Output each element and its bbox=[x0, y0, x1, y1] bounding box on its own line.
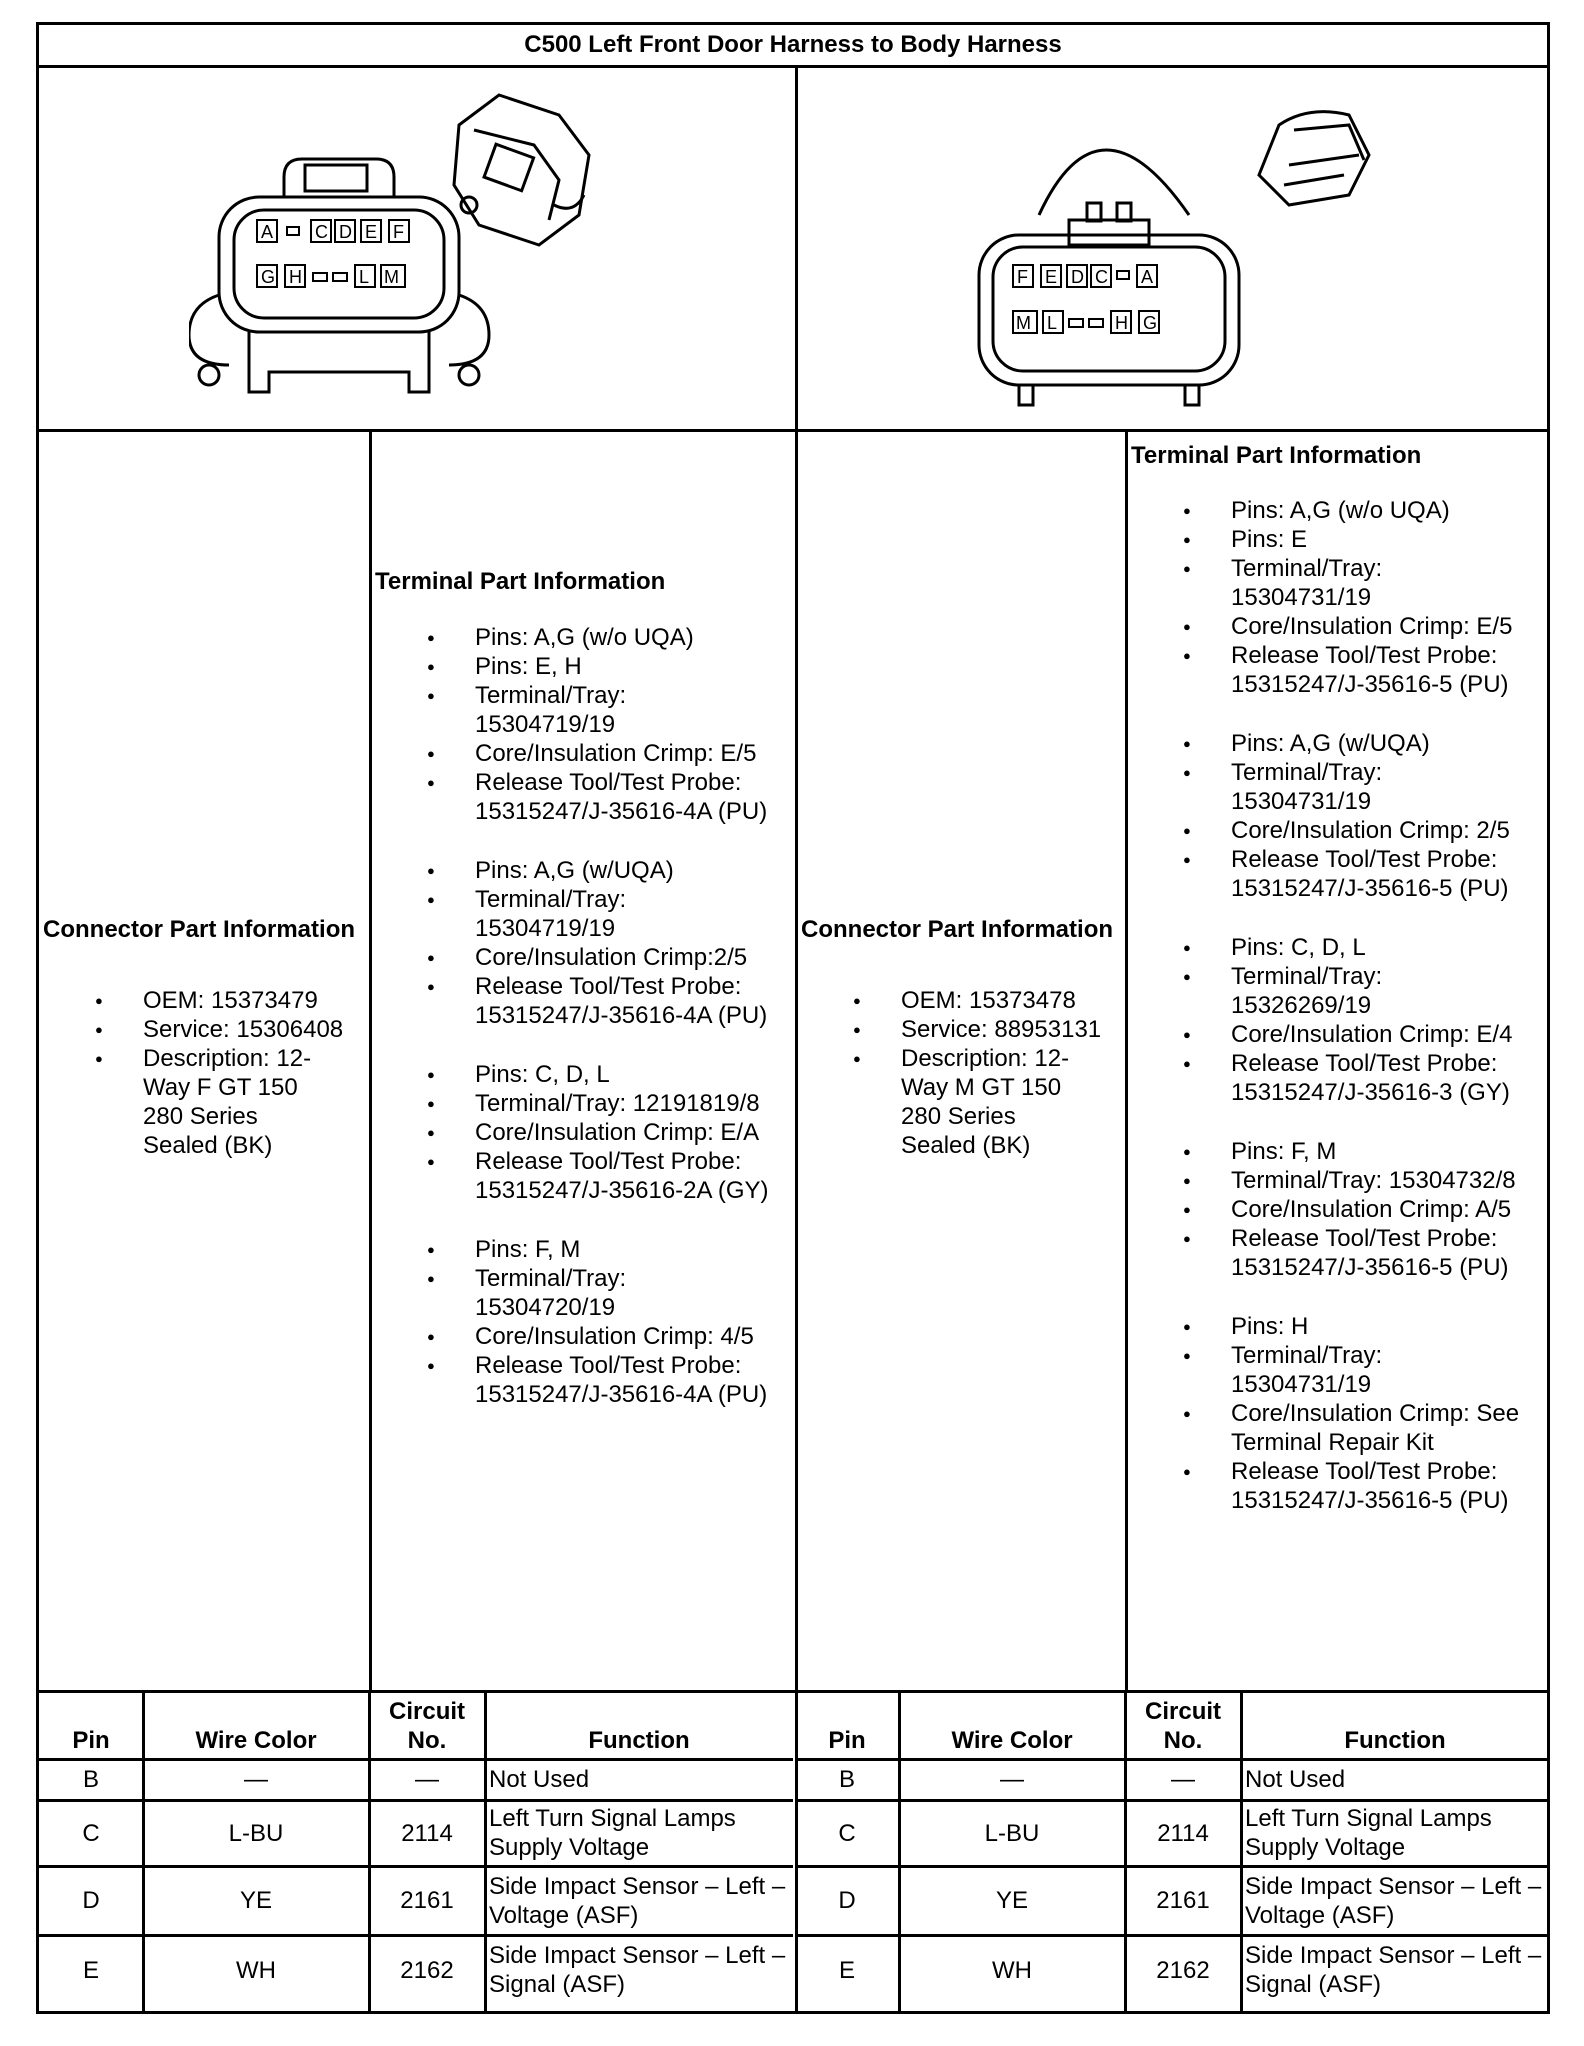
list-item: ● Pins: C, D, L bbox=[375, 1060, 793, 1089]
right-pin-H: H bbox=[1115, 313, 1128, 333]
right-pin-A: A bbox=[1141, 267, 1154, 287]
table-cell-circuit-no: — bbox=[1171, 1766, 1195, 1793]
left-terminal-group-3 bbox=[375, 1060, 793, 1205]
left-terminal-part-info bbox=[375, 567, 793, 1439]
right-info-divider bbox=[1125, 429, 1128, 1691]
list-item: ● Terminal/Tray: 12191819/8 bbox=[375, 1089, 793, 1118]
table-cell-circuit-no: 2114 bbox=[401, 1819, 453, 1847]
right-connector-3d-icon bbox=[1259, 112, 1369, 205]
list-item: ● Release Tool/Test Probe: 15315247/J-35616-4A (PU) bbox=[375, 972, 785, 1030]
left-info-divider bbox=[369, 429, 372, 1691]
left-connector-drawing bbox=[189, 85, 629, 425]
list-item: ● Core/Insulation Crimp: E/A bbox=[375, 1118, 793, 1147]
table-cell-pin: C bbox=[82, 1819, 100, 1847]
right-pin-G: G bbox=[1143, 313, 1158, 333]
left-terminal-group-4 bbox=[375, 1235, 793, 1409]
list-item: ● Terminal/Tray: 15304719/19 bbox=[375, 681, 685, 739]
table-cell-function: Not Used bbox=[1245, 1766, 1346, 1793]
right-pin-F: F bbox=[1017, 267, 1028, 287]
right-terminal-group-2 bbox=[1131, 729, 1545, 903]
list-item: ● Pins: F, M bbox=[1131, 1137, 1545, 1166]
pinout-table bbox=[39, 1693, 1547, 2011]
table-cell-circuit-no: 2114 bbox=[1157, 1819, 1209, 1847]
list-item: ● Core/Insulation Crimp: A/5 bbox=[1131, 1195, 1545, 1224]
list-item: ● Core/Insulation Crimp: E/5 bbox=[375, 739, 793, 768]
left-pin-L: L bbox=[359, 267, 370, 287]
list-item: ● Service: 88953131 bbox=[801, 1015, 1123, 1044]
left-connector-part-heading: Connector Part Information bbox=[43, 916, 356, 943]
left-pin-F: F bbox=[393, 222, 404, 242]
right-pin-row-top bbox=[1013, 265, 1157, 287]
table-cell-function: Left Turn Signal Lamps Supply Voltage bbox=[1245, 1805, 1492, 1861]
list-item: ● Release Tool/Test Probe: 15315247/J-35616-4A (PU) bbox=[375, 1351, 785, 1409]
left-terminal-group-2 bbox=[375, 856, 793, 1030]
left-pin-E: E bbox=[365, 222, 378, 242]
table-cell-function: Left Turn Signal Lamps Supply Voltage bbox=[489, 1805, 736, 1861]
table-header-circuit-no: Circuit No. bbox=[389, 1698, 466, 1754]
list-item: ● Pins: A,G (w/UQA) bbox=[375, 856, 793, 885]
table-cell-pin: C bbox=[838, 1819, 856, 1847]
list-item: ● Terminal/Tray: 15326269/19 bbox=[1131, 962, 1441, 1020]
left-pin-row-top bbox=[257, 220, 409, 242]
list-item: ● Pins: A,G (w/o UQA) bbox=[375, 623, 793, 652]
table-cell-function: Side Impact Sensor – Left – Voltage (ASF) bbox=[1245, 1872, 1542, 1929]
left-pin-C: C bbox=[315, 222, 328, 242]
table-cell-wire-color: YE bbox=[239, 1887, 272, 1914]
table-cell-wire-color: — bbox=[244, 1766, 268, 1793]
list-item: ● Release Tool/Test Probe: 15315247/J-35616-3 (GY) bbox=[1131, 1049, 1531, 1107]
list-item: ● Terminal/Tray: 15304732/8 bbox=[1131, 1166, 1545, 1195]
right-connector-part-heading: Connector Part Information bbox=[801, 916, 1114, 943]
left-connector-part-list bbox=[43, 986, 367, 1160]
list-item: ● Release Tool/Test Probe: 15315247/J-35616-5 (PU) bbox=[1131, 845, 1531, 903]
list-item: ● Core/Insulation Crimp: 4/5 bbox=[375, 1322, 793, 1351]
right-pin-D: D bbox=[1071, 267, 1084, 287]
table-cell-wire-color: L-BU bbox=[228, 1819, 284, 1847]
left-pin-A: A bbox=[261, 222, 274, 242]
left-terminal-group-1 bbox=[375, 623, 793, 826]
table-cell-function: Side Impact Sensor – Left – Voltage (ASF) bbox=[489, 1872, 786, 1929]
table-header-pin: Pin bbox=[72, 1727, 110, 1754]
left-terminal-part-heading: Terminal Part Information bbox=[375, 568, 666, 595]
list-item: ● Release Tool/Test Probe: 15315247/J-35616-2A (GY) bbox=[375, 1147, 785, 1205]
left-pin-H: H bbox=[289, 267, 302, 287]
list-item: ● Core/Insulation Crimp: See Terminal Repair Kit bbox=[1131, 1399, 1541, 1457]
list-item: ● Core/Insulation Crimp: 2/5 bbox=[1131, 816, 1545, 845]
right-pin-C: C bbox=[1095, 267, 1108, 287]
right-pin-L: L bbox=[1047, 313, 1058, 333]
right-terminal-part-info bbox=[1131, 441, 1545, 1545]
table-cell-wire-color: L-BU bbox=[984, 1819, 1040, 1847]
table-header-function: Function bbox=[1344, 1727, 1446, 1754]
page-title: C500 Left Front Door Harness to Body Harness bbox=[39, 25, 1547, 68]
table-cell-function: Side Impact Sensor – Left – Signal (ASF) bbox=[1245, 1942, 1542, 1998]
list-item: ● Terminal/Tray: 15304731/19 bbox=[1131, 554, 1441, 612]
table-cell-pin: D bbox=[82, 1887, 100, 1914]
list-item: ● Release Tool/Test Probe: 15315247/J-35616-5 (PU) bbox=[1131, 1457, 1531, 1515]
right-terminal-part-heading: Terminal Part Information bbox=[1131, 442, 1422, 469]
list-item: ● Pins: E, H bbox=[375, 652, 793, 681]
right-pin-row-bottom bbox=[1013, 311, 1159, 333]
table-cell-wire-color: YE bbox=[995, 1887, 1028, 1914]
table-header-pin: Pin bbox=[828, 1727, 866, 1754]
table-cell-wire-color: WH bbox=[992, 1956, 1032, 1984]
table-cell-pin: B bbox=[838, 1766, 855, 1793]
list-item: ● Description: 12-Way M GT 150 280 Series Sealed (BK) bbox=[801, 1044, 1081, 1160]
table-cell-pin: B bbox=[82, 1766, 99, 1793]
right-connector-part-list bbox=[801, 986, 1123, 1160]
list-item: ● Terminal/Tray: 15304731/19 bbox=[1131, 1341, 1441, 1399]
right-pin-E: E bbox=[1045, 267, 1058, 287]
left-pin-G: G bbox=[261, 267, 276, 287]
right-terminal-group-1 bbox=[1131, 496, 1545, 699]
table-header-wire-color: Wire Color bbox=[951, 1727, 1073, 1754]
list-item: ● Pins: E bbox=[1131, 525, 1545, 554]
list-item: ● Release Tool/Test Probe: 15315247/J-35616-5 (PU) bbox=[1131, 1224, 1531, 1282]
table-cell-wire-color: WH bbox=[236, 1956, 276, 1984]
table-cell-wire-color: — bbox=[1000, 1766, 1024, 1793]
list-item: ● Pins: F, M bbox=[375, 1235, 793, 1264]
list-item: ● Terminal/Tray: 15304731/19 bbox=[1131, 758, 1441, 816]
list-item: ● Service: 15306408 bbox=[43, 1015, 367, 1044]
left-connector-part-info bbox=[43, 915, 367, 1160]
right-connector-part-info bbox=[801, 915, 1123, 1160]
table-cell-pin: E bbox=[82, 1956, 99, 1984]
right-terminal-group-5 bbox=[1131, 1312, 1545, 1515]
list-item: ● Release Tool/Test Probe: 15315247/J-35616-4A (PU) bbox=[375, 768, 785, 826]
table-cell-function: Not Used bbox=[489, 1766, 590, 1793]
right-terminal-group-4 bbox=[1131, 1137, 1545, 1282]
table-cell-circuit-no: — bbox=[415, 1766, 439, 1793]
table-cell-circuit-no: 2161 bbox=[1156, 1887, 1210, 1914]
table-cell-function: Side Impact Sensor – Left – Signal (ASF) bbox=[489, 1942, 786, 1998]
right-connector-drawing bbox=[959, 85, 1399, 425]
table-cell-circuit-no: 2161 bbox=[400, 1887, 454, 1914]
list-item: ● Core/Insulation Crimp:2/5 bbox=[375, 943, 793, 972]
list-item: ● OEM: 15373478 bbox=[801, 986, 1123, 1015]
list-item: ● Pins: A,G (w/o UQA) bbox=[1131, 496, 1545, 525]
table-header-wire-color: Wire Color bbox=[195, 1727, 317, 1754]
drawing-divider bbox=[39, 429, 1547, 432]
left-connector-3d-icon bbox=[454, 95, 589, 245]
connector-sheet bbox=[36, 22, 1550, 2014]
left-pin-M: M bbox=[384, 267, 399, 287]
left-pin-row-bottom bbox=[257, 265, 405, 287]
list-item: ● Pins: H bbox=[1131, 1312, 1545, 1341]
list-item: ● Terminal/Tray: 15304720/19 bbox=[375, 1264, 685, 1322]
list-item: ● Release Tool/Test Probe: 15315247/J-35616-5 (PU) bbox=[1131, 641, 1531, 699]
list-item: ● Terminal/Tray: 15304719/19 bbox=[375, 885, 685, 943]
table-cell-circuit-no: 2162 bbox=[400, 1956, 454, 1984]
table-header-circuit-no: Circuit No. bbox=[1145, 1698, 1222, 1754]
list-item: ● Core/Insulation Crimp: E/4 bbox=[1131, 1020, 1545, 1049]
list-item: ● Core/Insulation Crimp: E/5 bbox=[1131, 612, 1545, 641]
list-item: ● Pins: A,G (w/UQA) bbox=[1131, 729, 1545, 758]
right-terminal-group-3 bbox=[1131, 933, 1545, 1107]
left-pin-D: D bbox=[339, 222, 352, 242]
list-item: ● Description: 12-Way F GT 150 280 Series Sealed (BK) bbox=[43, 1044, 323, 1160]
table-cell-pin: D bbox=[838, 1887, 856, 1914]
right-pin-M: M bbox=[1016, 313, 1031, 333]
list-item: ● OEM: 15373479 bbox=[43, 986, 367, 1015]
table-header-function: Function bbox=[588, 1727, 690, 1754]
list-item: ● Pins: C, D, L bbox=[1131, 933, 1545, 962]
table-cell-pin: E bbox=[838, 1956, 855, 1984]
table-cell-circuit-no: 2162 bbox=[1156, 1956, 1210, 1984]
